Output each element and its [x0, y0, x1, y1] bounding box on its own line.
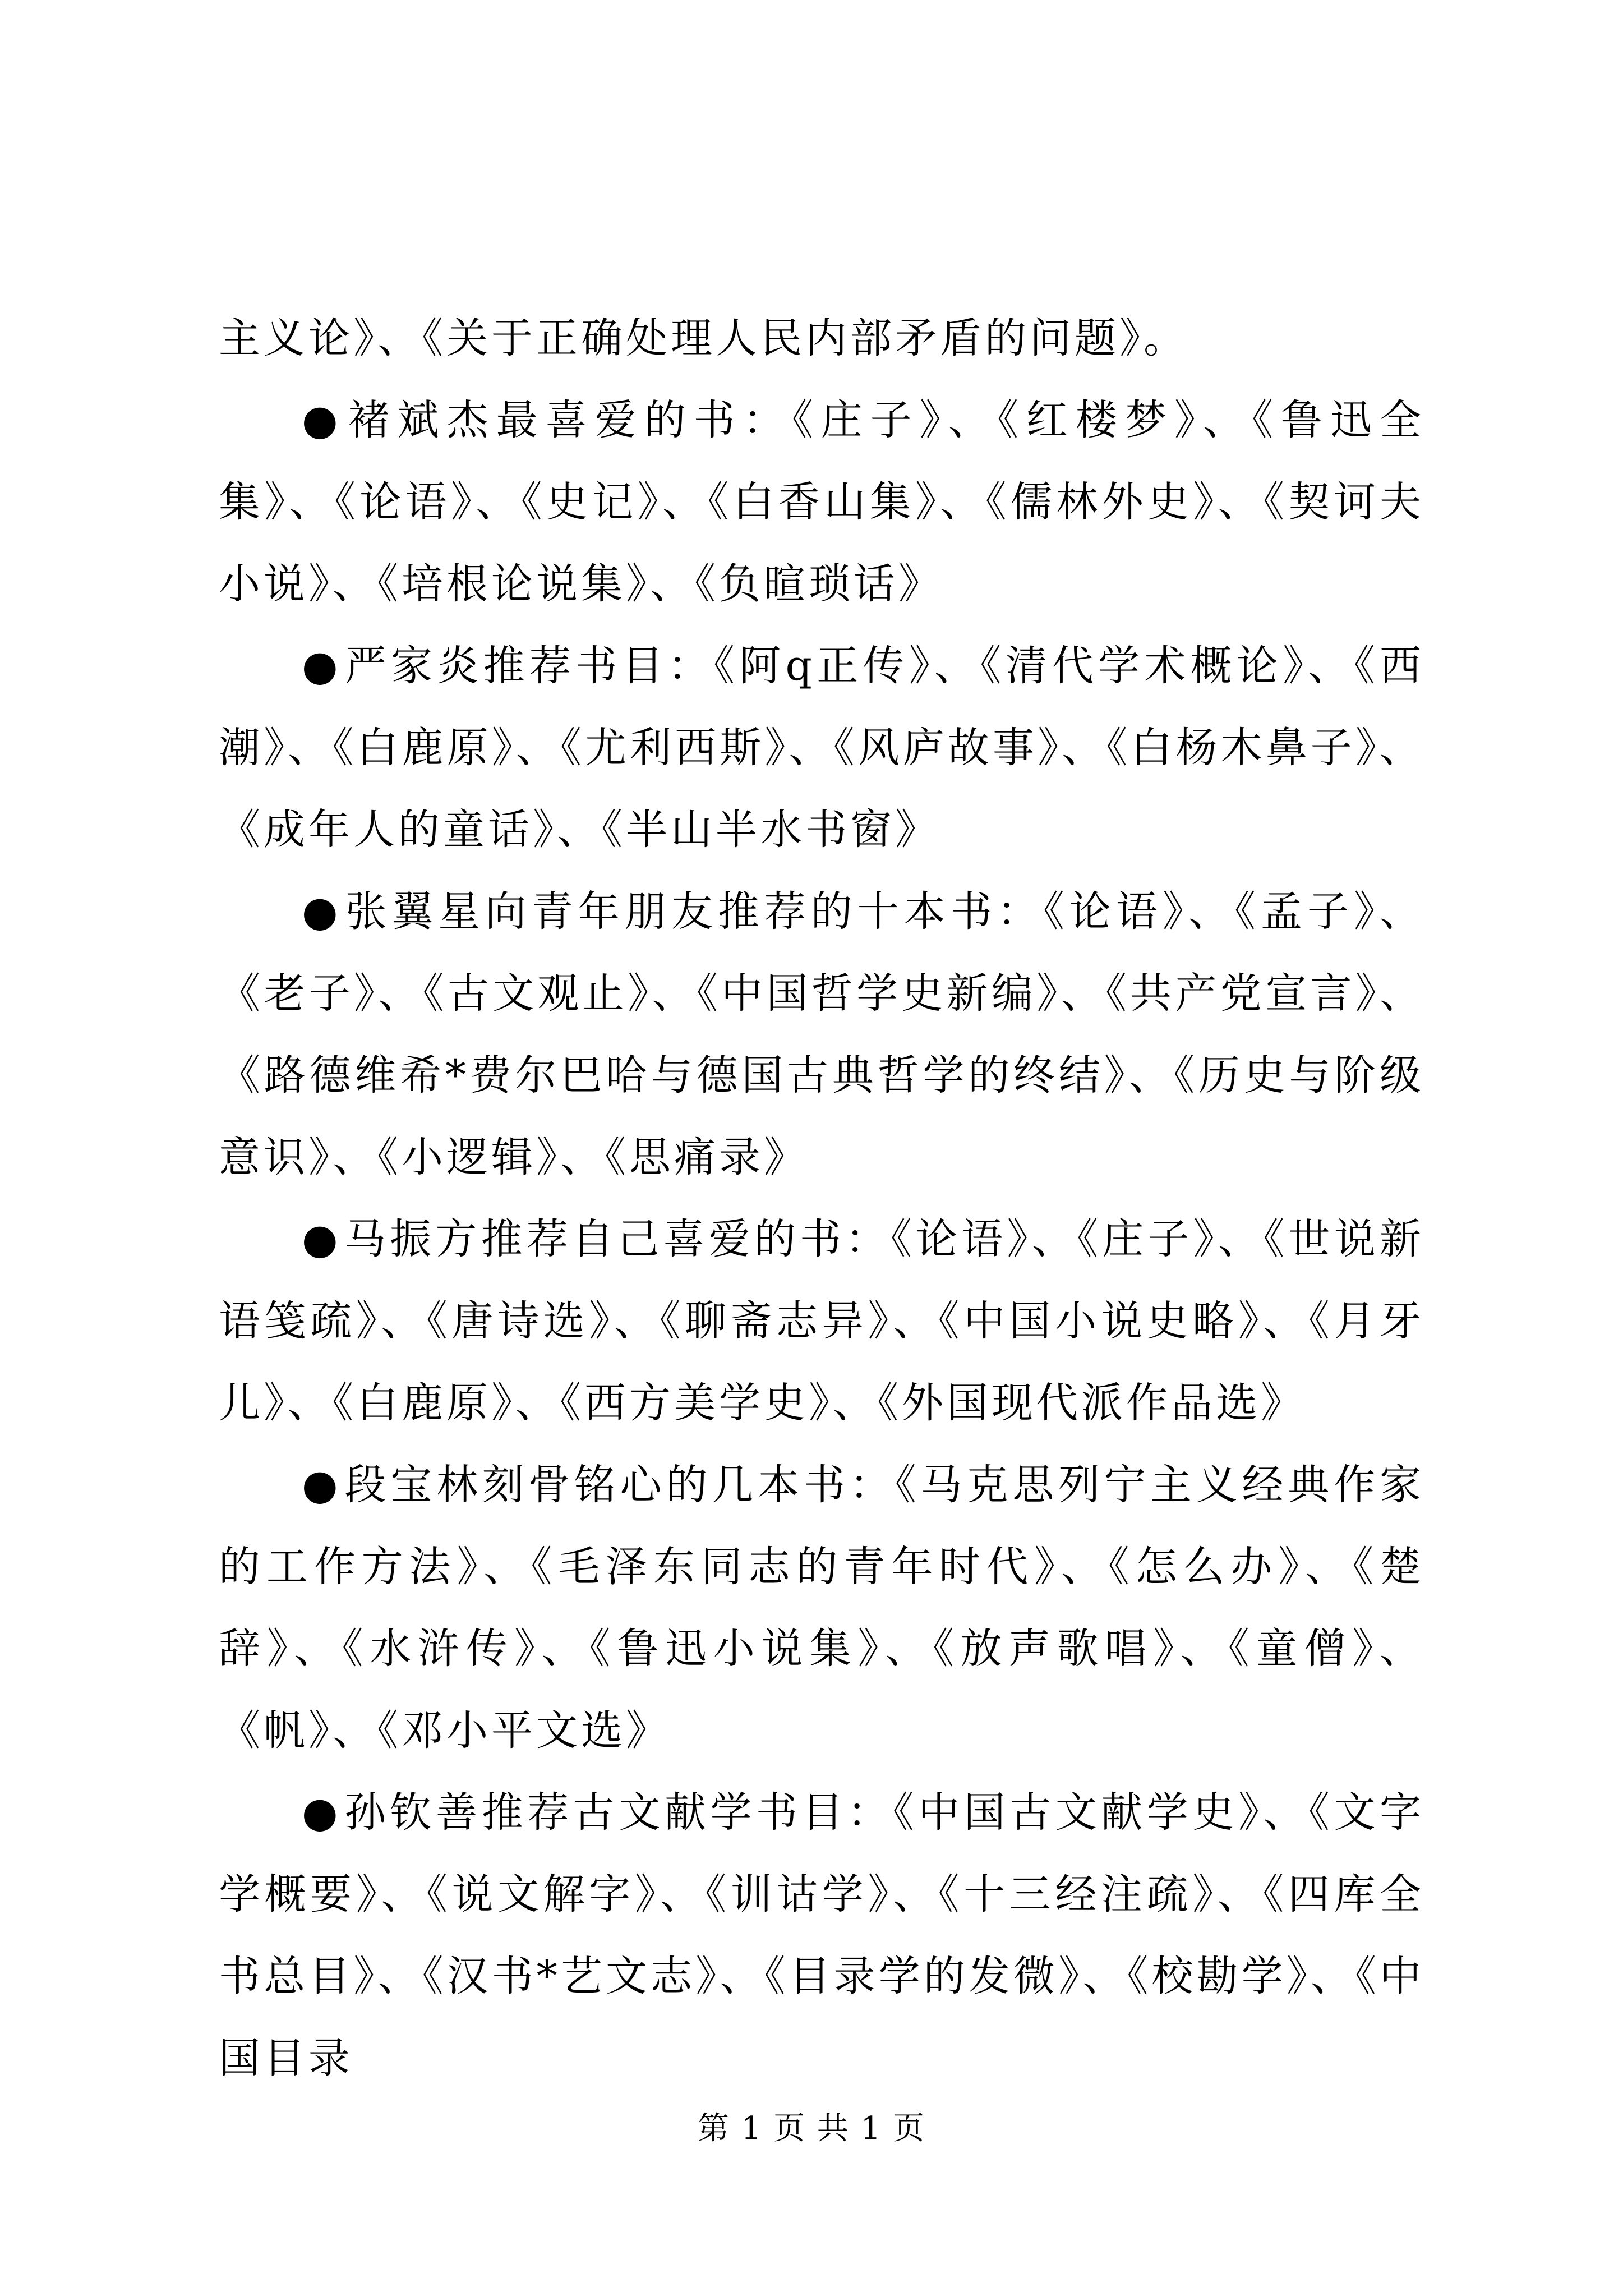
paragraph-text: 孙钦善推荐古文献学书目：《中国古文献学史》、《文字学概要》、《说文解字》、《训诂学》、《十三经注疏》、《四库全书总目》、《汉书*艺文志》、《目录学的发微》、《校勘学》、《中国目录: [219, 1788, 1424, 2082]
paragraph-text: 主义论》、《关于正确处理人民内部矛盾的问题》。: [219, 314, 1188, 362]
paragraph-text: 严家炎推荐书目：《阿q正传》、《清代学术概论》、《西潮》、《白鹿原》、《尤利西斯》、《风庐故事》、《白杨木鼻子》、《成年人的童话》、《半山半水书窗》: [219, 642, 1424, 854]
paragraph-continuation: [219, 297, 1424, 379]
bullet-icon: ●: [302, 1788, 342, 1837]
paragraph-duan-baolin: [219, 1444, 1424, 1772]
bullet-icon: ●: [302, 642, 342, 690]
paragraph-zhang-yixing: [219, 871, 1424, 1198]
paragraph-sun-qinshan: [219, 1772, 1424, 2099]
bullet-icon: ●: [302, 1215, 342, 1263]
document-body: [219, 297, 1424, 2099]
paragraph-text: 褚斌杰最喜爱的书：《庄子》、《红楼梦》、《鲁迅全集》、《论语》、《史记》、《白香山集》、《儒林外史》、《契诃夫小说》、《培根论说集》、《负暄琐话》: [219, 396, 1424, 608]
paragraph-yan-jiayan: [219, 625, 1424, 871]
page-footer: 第 1 页 共 1 页: [697, 2110, 926, 2147]
paragraph-text: 段宝林刻骨铭心的几本书：《马克思列宁主义经典作家的工作方法》、《毛泽东同志的青年时代》、《怎么办》、《楚辞》、《水浒传》、《鲁迅小说集》、《放声歌唱》、《童僧》、《帆》、《邓小平文选》: [219, 1461, 1424, 1755]
paragraph-chu-binjie: [219, 379, 1424, 625]
bullet-icon: ●: [302, 396, 342, 444]
bullet-icon: ●: [302, 887, 342, 936]
paragraph-text: 张翼星向青年朋友推荐的十本书：《论语》、《孟子》、《老子》、《古文观止》、《中国哲学史新编》、《共产党宣言》、《路德维希*费尔巴哈与德国古典哲学的终结》、《历史与阶级意识》、《小逻辑》、《思痛录》: [219, 887, 1424, 1181]
bullet-icon: ●: [302, 1461, 342, 1509]
paragraph-ma-zhenfang: [219, 1198, 1424, 1444]
paragraph-text: 马振方推荐自己喜爱的书：《论语》、《庄子》、《世说新语笺疏》、《唐诗选》、《聊斋志异》、《中国小说史略》、《月牙儿》、《白鹿原》、《西方美学史》、《外国现代派作品选》: [219, 1215, 1424, 1427]
